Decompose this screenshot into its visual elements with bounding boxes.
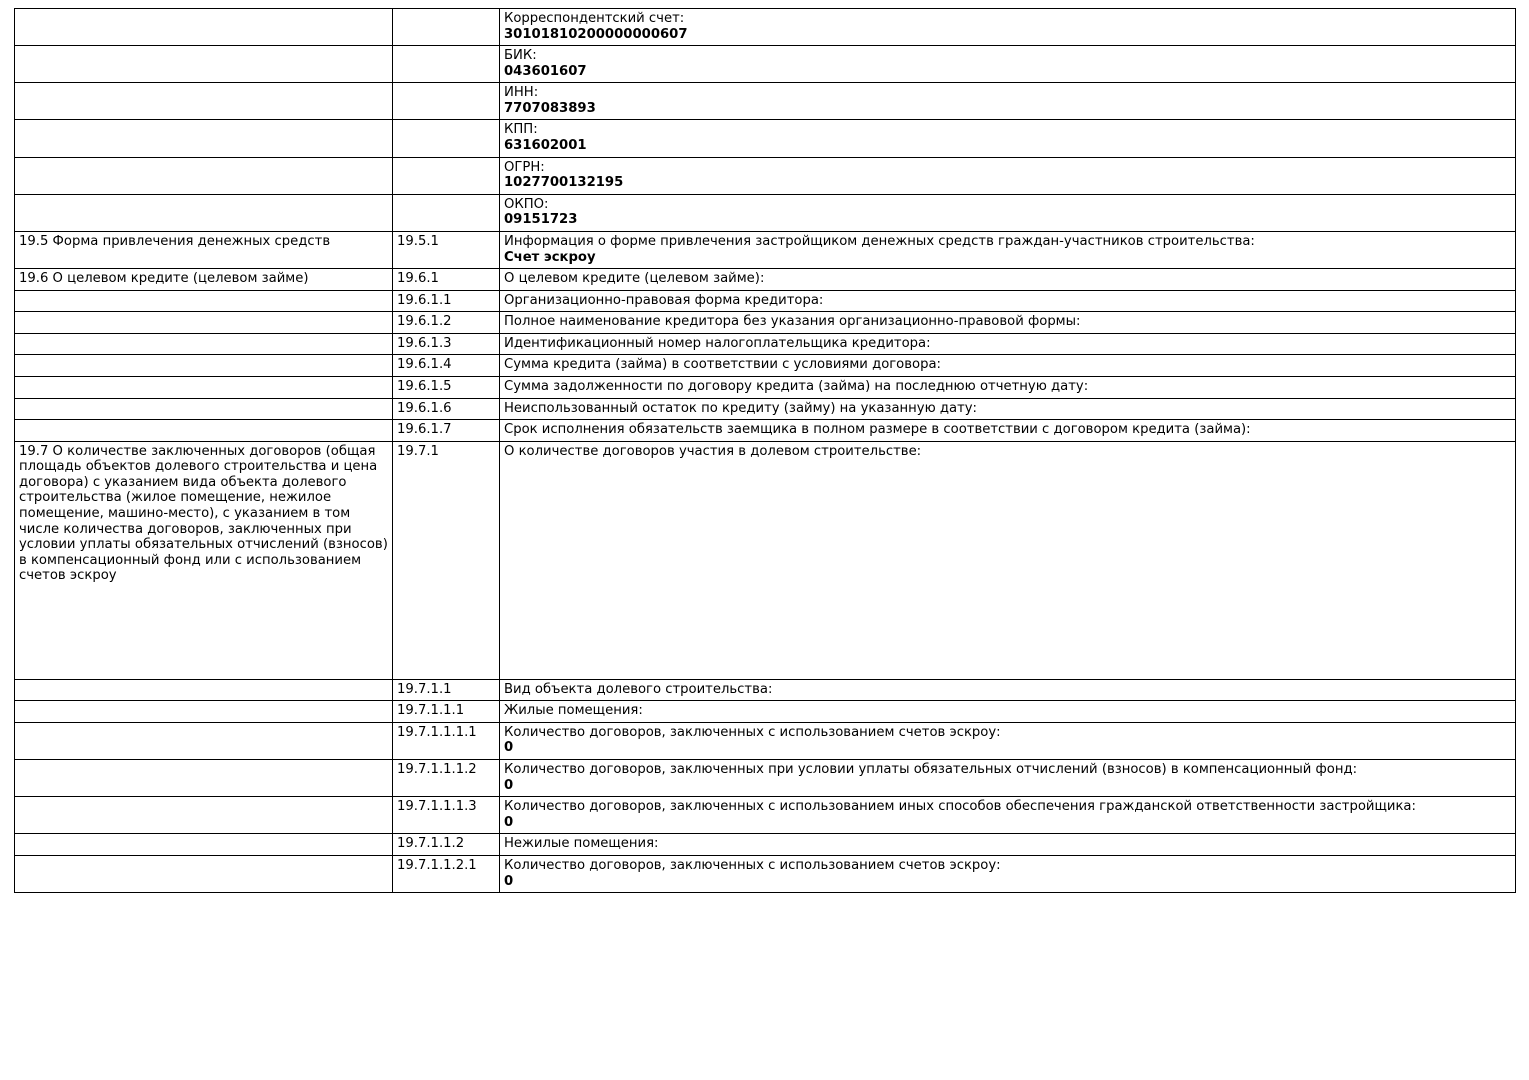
row-label-cell: [15, 441, 393, 679]
row-content-cell: [500, 441, 1516, 679]
row-text: Жилые помещения:: [504, 703, 643, 719]
table-row: [15, 120, 1516, 157]
row-index-cell: [393, 355, 500, 377]
row-index: 19.7.1.1.2.1: [397, 857, 477, 873]
row-index: 19.7.1.1: [397, 681, 452, 697]
row-label-cell: [15, 312, 393, 334]
row-content-cell: [500, 679, 1516, 701]
row-label-cell: [15, 398, 393, 420]
row-content-cell: [500, 157, 1516, 194]
row-content-cell: [500, 398, 1516, 420]
row-index: 19.6.1.7: [397, 422, 452, 438]
row-content-cell: [500, 83, 1516, 120]
row-index-cell: [393, 269, 500, 291]
row-label: 19.5 Форма привлечения денежных средств: [19, 233, 331, 249]
row-index-cell: [393, 290, 500, 312]
table-row: [15, 797, 1516, 834]
row-content-cell: [500, 722, 1516, 759]
row-label-cell: [15, 290, 393, 312]
row-content-cell: [500, 701, 1516, 723]
row-content-cell: [500, 269, 1516, 291]
row-content-cell: [500, 420, 1516, 442]
row-label-cell: [15, 679, 393, 701]
table-row: [15, 194, 1516, 231]
table-row: [15, 83, 1516, 120]
row-label-cell: [15, 269, 393, 291]
row-index: 19.7.1.1.1.2: [397, 762, 477, 778]
row-label-cell: [15, 760, 393, 797]
row-text: Сумма кредита (займа) в соответствии с условиями договора:: [504, 357, 941, 373]
table-row: [15, 290, 1516, 312]
row-value: 09151723: [504, 212, 578, 228]
row-content-cell: [500, 333, 1516, 355]
row-text: Идентификационный номер налогоплательщика кредитора:: [504, 335, 931, 351]
row-value: 0: [504, 814, 514, 830]
row-content-cell: [500, 797, 1516, 834]
table-row: [15, 157, 1516, 194]
row-value: 631602001: [504, 138, 587, 154]
row-text: КПП:: [504, 122, 538, 138]
row-index: 19.5.1: [397, 233, 439, 249]
row-index-cell: [393, 701, 500, 723]
row-text: Организационно-правовая форма кредитора:: [504, 292, 824, 308]
row-text: Сумма задолженности по договору кредита (займа) на последнюю отчетную дату:: [504, 378, 1089, 394]
row-label-cell: [15, 701, 393, 723]
row-value: Счет эскроу: [504, 249, 596, 265]
row-index: 19.7.1.1.1.1: [397, 724, 477, 740]
table-body: [15, 9, 1516, 893]
row-index-cell: [393, 420, 500, 442]
row-index-cell: [393, 83, 500, 120]
row-text: Полное наименование кредитора без указания организационно-правовой формы:: [504, 314, 1081, 330]
row-index-cell: [393, 157, 500, 194]
row-content-cell: [500, 855, 1516, 892]
row-content-cell: [500, 9, 1516, 46]
table-row: [15, 355, 1516, 377]
table-row: [15, 701, 1516, 723]
row-index-cell: [393, 46, 500, 83]
row-label: 19.6 О целевом кредите (целевом займе): [19, 271, 309, 287]
row-value: 30101810200000000607: [504, 26, 688, 42]
table-row: [15, 398, 1516, 420]
row-index: 19.6.1.6: [397, 400, 452, 416]
row-content-cell: [500, 834, 1516, 856]
row-label-cell: [15, 157, 393, 194]
row-content-cell: [500, 290, 1516, 312]
row-content-cell: [500, 376, 1516, 398]
row-value: 1027700132195: [504, 175, 624, 191]
row-text: Информация о форме привлечения застройщиком денежных средств граждан-участников строительства:: [504, 233, 1255, 249]
row-label-cell: [15, 46, 393, 83]
project-declaration-table: [14, 8, 1516, 893]
row-index-cell: [393, 760, 500, 797]
row-value: 0: [504, 777, 514, 793]
row-text: Количество договоров, заключенных при условии уплаты обязательных отчислений (взносов) в компенсационный фонд:: [504, 762, 1358, 778]
row-index: 19.7.1: [397, 443, 439, 459]
row-index: 19.7.1.1.1.3: [397, 799, 477, 815]
row-label-cell: [15, 194, 393, 231]
row-label-cell: [15, 120, 393, 157]
row-content-cell: [500, 760, 1516, 797]
table-row: [15, 722, 1516, 759]
row-index-cell: [393, 376, 500, 398]
row-content-cell: [500, 231, 1516, 268]
row-label-cell: [15, 83, 393, 120]
row-index: 19.7.1.1.2: [397, 836, 465, 852]
row-label-cell: [15, 722, 393, 759]
row-index: 19.7.1.1.1: [397, 703, 465, 719]
row-index-cell: [393, 797, 500, 834]
row-index-cell: [393, 231, 500, 268]
row-index-cell: [393, 120, 500, 157]
row-content-cell: [500, 194, 1516, 231]
row-label: 19.7 О количестве заключенных договоров (общая площадь объектов долевого строительства и цена договора) с указанием вида объекта долевого строительства (жилое помещение, нежилое помещение, машино-место), с указанием в том числе количества договоров, заключенных при условии уплаты обязательных отчислений (взносов) в компенсационный фонд или с использованием счетов эскроу: [19, 443, 388, 584]
table-row: [15, 269, 1516, 291]
row-index-cell: [393, 441, 500, 679]
row-label-cell: [15, 333, 393, 355]
row-value: 0: [504, 873, 514, 889]
row-text: Количество договоров, заключенных с использованием иных способов обеспечения гражданской ответственности застройщика:: [504, 799, 1416, 815]
row-label-cell: [15, 420, 393, 442]
row-text: ИНН:: [504, 85, 539, 101]
row-text: ОГРН:: [504, 159, 545, 175]
row-index-cell: [393, 834, 500, 856]
row-value: 7707083893: [504, 100, 596, 116]
row-content-cell: [500, 312, 1516, 334]
row-text: Срок исполнения обязательств заемщика в полном размере в соответствии с договором кредита (займа):: [504, 422, 1251, 438]
row-text: О количестве договоров участия в долевом строительстве:: [504, 443, 922, 459]
row-text: Неиспользованный остаток по кредиту (займу) на указанную дату:: [504, 400, 977, 416]
row-index-cell: [393, 312, 500, 334]
row-content-cell: [500, 355, 1516, 377]
row-label-cell: [15, 231, 393, 268]
table-row: [15, 333, 1516, 355]
row-text: Количество договоров, заключенных с использованием счетов эскроу:: [504, 724, 1001, 740]
row-text: Вид объекта долевого строительства:: [504, 681, 773, 697]
row-label-cell: [15, 797, 393, 834]
row-value: 0: [504, 740, 514, 756]
row-index: 19.6.1.2: [397, 314, 452, 330]
row-label-cell: [15, 355, 393, 377]
table-row: [15, 834, 1516, 856]
table-row: [15, 312, 1516, 334]
table-row: [15, 231, 1516, 268]
row-index-cell: [393, 194, 500, 231]
row-text: ОКПО:: [504, 196, 549, 212]
row-index: 19.6.1.3: [397, 335, 452, 351]
row-index: 19.6.1: [397, 271, 439, 287]
row-index-cell: [393, 9, 500, 46]
row-label-cell: [15, 9, 393, 46]
row-content-cell: [500, 120, 1516, 157]
table-row: [15, 760, 1516, 797]
row-text: О целевом кредите (целевом займе):: [504, 271, 765, 287]
row-text: Количество договоров, заключенных с использованием счетов эскроу:: [504, 857, 1001, 873]
table-row: [15, 441, 1516, 679]
row-index-cell: [393, 855, 500, 892]
row-text: БИК:: [504, 48, 537, 64]
row-index-cell: [393, 679, 500, 701]
row-index-cell: [393, 333, 500, 355]
table-row: [15, 855, 1516, 892]
row-text: Нежилые помещения:: [504, 836, 659, 852]
row-content-cell: [500, 46, 1516, 83]
table-row: [15, 46, 1516, 83]
table-row: [15, 9, 1516, 46]
table-row: [15, 679, 1516, 701]
row-label-cell: [15, 855, 393, 892]
table-row: [15, 376, 1516, 398]
row-index-cell: [393, 722, 500, 759]
row-index: 19.6.1.1: [397, 292, 452, 308]
row-label-cell: [15, 834, 393, 856]
row-index: 19.6.1.4: [397, 357, 452, 373]
row-index: 19.6.1.5: [397, 378, 452, 394]
row-index-cell: [393, 398, 500, 420]
table-row: [15, 420, 1516, 442]
row-value: 043601607: [504, 63, 587, 79]
row-label-cell: [15, 376, 393, 398]
row-text: Корреспондентский счет:: [504, 11, 685, 26]
